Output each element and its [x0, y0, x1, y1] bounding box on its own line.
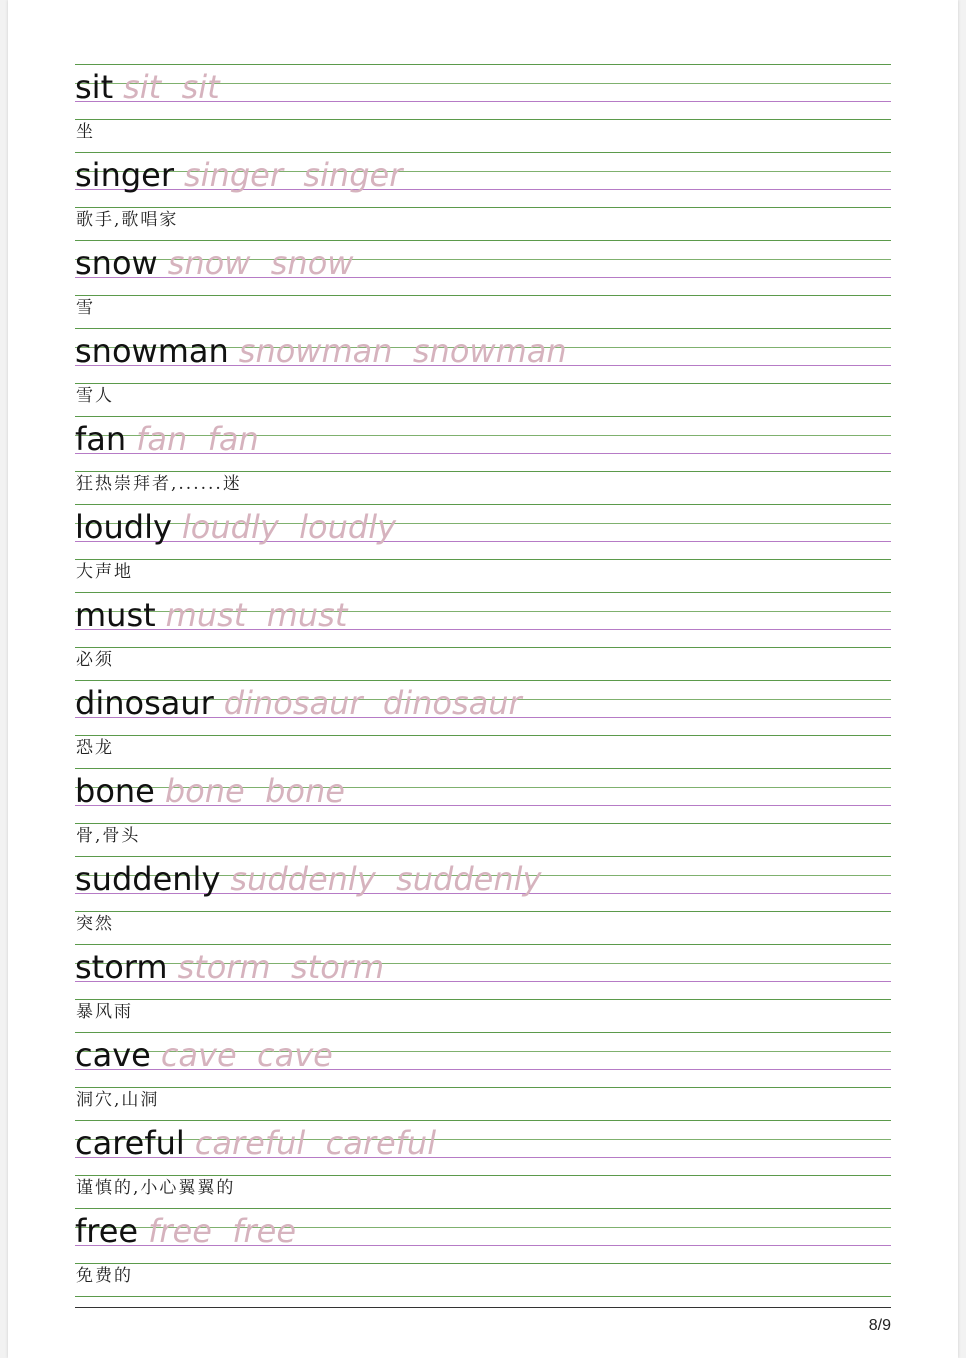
chinese-translation: 洞穴,山洞: [76, 1090, 160, 1110]
guide-line: [75, 1087, 891, 1088]
page-number: 8/9: [868, 1317, 891, 1334]
chinese-translation: 雪: [76, 298, 95, 318]
trace-word: snow snow: [167, 244, 354, 282]
vocab-word: free: [75, 1212, 139, 1250]
vocab-entry: [75, 1208, 891, 1296]
trace-word: must must: [165, 596, 348, 634]
guide-line: [75, 152, 891, 153]
chinese-translation: 恐龙: [76, 738, 114, 758]
word-line: [75, 596, 347, 634]
vocab-word: must: [75, 596, 156, 634]
guide-line: [75, 1296, 891, 1297]
vocab-word: snow: [75, 244, 158, 282]
guide-line: [75, 735, 891, 736]
word-line: [75, 332, 567, 370]
guide-line: [75, 1208, 891, 1209]
word-line: [75, 508, 396, 546]
guide-line: [75, 944, 891, 945]
worksheet-page: [8, 0, 958, 1358]
trace-word: singer singer: [184, 156, 403, 194]
vocab-word: cave: [75, 1036, 151, 1074]
chinese-translation: 必须: [76, 650, 114, 670]
word-line: [75, 244, 353, 282]
trace-word: cave cave: [160, 1036, 333, 1074]
word-line: [75, 948, 384, 986]
guide-line: [75, 328, 891, 329]
vocab-word: dinosaur: [75, 684, 214, 722]
vocab-entry: [75, 592, 891, 680]
chinese-translation: 免费的: [76, 1266, 133, 1286]
guide-line: [75, 383, 891, 384]
guide-line: [75, 911, 891, 912]
word-line: [75, 1124, 436, 1162]
vocab-word: bone: [75, 772, 155, 810]
chinese-translation: 歌手,歌唱家: [76, 210, 179, 230]
word-line: [75, 420, 259, 458]
trace-word: free free: [148, 1212, 297, 1250]
vocab-word: sit: [75, 68, 114, 106]
guide-line: [75, 592, 891, 593]
word-line: [75, 860, 541, 898]
vocab-entry: [75, 1120, 891, 1208]
guide-line: [75, 119, 891, 120]
guide-line: [75, 647, 891, 648]
vocab-entry: [75, 504, 891, 592]
guide-line: [75, 823, 891, 824]
vocab-word: singer: [75, 156, 174, 194]
guide-line: [75, 680, 891, 681]
guide-line: [75, 1032, 891, 1033]
guide-line: [75, 559, 891, 560]
vocab-entry: [75, 680, 891, 768]
vocab-word: loudly: [75, 508, 172, 546]
vocab-entry: [75, 152, 891, 240]
trace-word: sit sit: [123, 68, 220, 106]
vocab-entry: [75, 240, 891, 328]
vocab-entry: [75, 64, 891, 152]
word-line: [75, 1036, 333, 1074]
chinese-translation: 谨慎的,小心翼翼的: [76, 1178, 236, 1198]
vocab-word: careful: [75, 1124, 185, 1162]
chinese-translation: 狂热崇拜者,......迷: [76, 474, 242, 494]
trace-word: suddenly suddenly: [230, 860, 542, 898]
vocab-entry: [75, 944, 891, 1032]
word-line: [75, 684, 522, 722]
guide-line: [75, 1120, 891, 1121]
trace-word: storm storm: [177, 948, 385, 986]
trace-word: careful careful: [194, 1124, 437, 1162]
guide-line: [75, 1175, 891, 1176]
chinese-translation: 大声地: [76, 562, 133, 582]
trace-word: loudly loudly: [181, 508, 397, 546]
chinese-translation: 坐: [76, 122, 95, 142]
guide-line: [75, 64, 891, 65]
chinese-translation: 骨,骨头: [76, 826, 141, 846]
guide-line: [75, 856, 891, 857]
guide-line: [75, 504, 891, 505]
trace-word: bone bone: [164, 772, 345, 810]
word-line: [75, 772, 345, 810]
guide-line: [75, 207, 891, 208]
vocab-word: snowman: [75, 332, 229, 370]
guide-line: [75, 240, 891, 241]
vocab-word: suddenly: [75, 860, 221, 898]
guide-line: [75, 295, 891, 296]
vocab-word: fan: [75, 420, 127, 458]
vocab-entry: [75, 416, 891, 504]
word-line: [75, 156, 402, 194]
trace-word: dinosaur dinosaur: [223, 684, 522, 722]
vocab-entry: [75, 328, 891, 416]
chinese-translation: 雪人: [76, 386, 114, 406]
trace-word: snowman snowman: [238, 332, 567, 370]
chinese-translation: 突然: [76, 914, 114, 934]
vocab-entry: [75, 768, 891, 856]
vocab-word: storm: [75, 948, 168, 986]
vocabulary-list: [75, 64, 891, 1297]
chinese-translation: 暴风雨: [76, 1002, 133, 1022]
guide-line: [75, 1263, 891, 1264]
footer-rule: [75, 1307, 891, 1308]
vocab-entry: [75, 1032, 891, 1120]
guide-line: [75, 416, 891, 417]
guide-line: [75, 768, 891, 769]
trace-word: fan fan: [136, 420, 259, 458]
word-line: [75, 1212, 296, 1250]
guide-line: [75, 471, 891, 472]
word-line: [75, 68, 220, 106]
vocab-entry: [75, 856, 891, 944]
guide-line: [75, 999, 891, 1000]
